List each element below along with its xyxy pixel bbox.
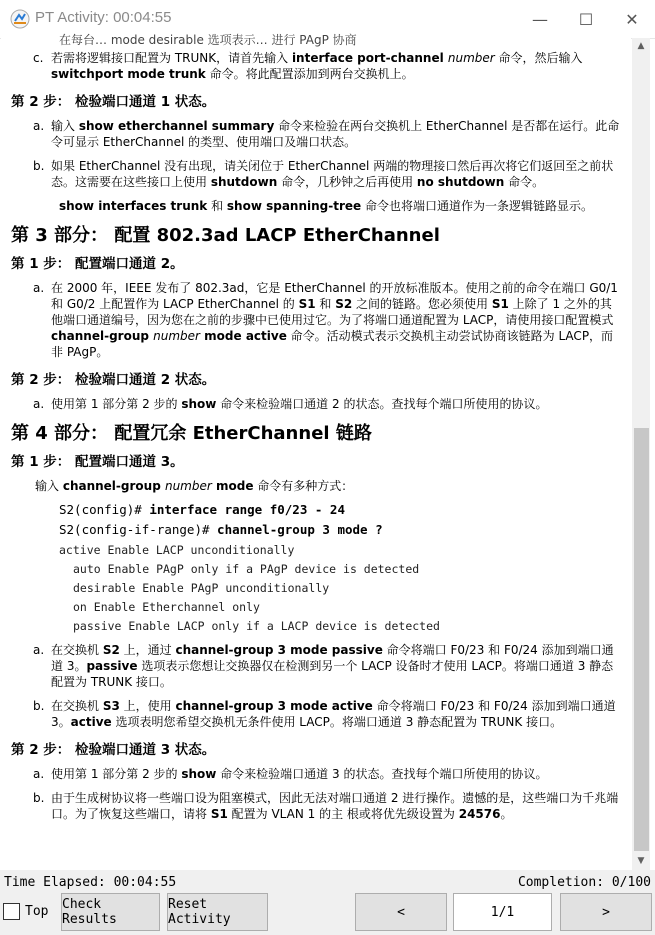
text-run: 上，使用 [119,699,176,713]
note-rich [59,199,593,213]
text-run: 命令将端口 F0/23 和 F0/24 添加到端口通道 3。 [51,643,614,673]
text-run: S2 [102,643,120,657]
time-elapsed: Time Elapsed: 00:04:55 [4,875,177,890]
text-run: 命令来检验端口通道 3 的状态。查找每个端口所使用的协议。 [216,767,548,781]
text-run: channel-group 3 mode active [175,699,373,713]
list-item-b [33,158,623,190]
text-run: S3 [102,699,120,713]
item-label: b. [33,699,45,713]
text-run: number [447,51,495,65]
list-item-a [33,280,623,360]
text-run: 由于生成树协议将一些端口设为阻塞模式，因此无法对端口通道 2 进行操作。遗憾的是，这些端口为千兆端口。为了恢复这些端口，请将 [51,791,619,821]
text-run: 选项表明您希望交换机无条件使用 LACP。将端口通道 3 静态配置为 TRUNK 接口。 [111,715,563,729]
text-run: no shutdown [416,175,505,189]
step-heading: 第 2 步： 检验端口通道 1 状态。 [11,94,216,110]
code-option: desirable Enable PAgP unconditionally [73,581,330,595]
text-run: 输入 [35,479,63,493]
list-item-a [33,118,623,150]
text-run: S1 [491,297,509,311]
code-prompt: S2(config)# [59,502,150,517]
top-checkbox-label: Top [25,904,49,919]
text-run: S1 [210,807,228,821]
item-text [51,159,613,189]
next-page-button[interactable]: > [560,893,652,931]
text-run: 输入 [51,119,79,133]
text-run: channel-group [51,329,154,343]
text-run: S2 [335,297,353,311]
window-title: PT Activity: 00:04:55 [35,9,172,26]
text-run: show spanning-tree [226,199,362,213]
step-heading: 第 2 步： 检验端口通道 2 状态。 [11,372,216,388]
previous-page-button[interactable]: < [355,893,447,931]
item-label: c. [33,51,44,65]
text-run: 。 [500,807,513,821]
list-item-b [33,698,623,730]
text-run: 配置为 VLAN 1 的主 根或将优先级设置为 [227,807,459,821]
item-text [51,51,583,81]
item-label: a. [33,281,45,295]
bottom-bar [0,870,655,935]
text-run: 在 2000 年，IEEE 发布了 802.3ad，它是 EtherChannel 的开放标准版本。使用之前的命令在端口 G0/1 和 G0/2 上配置作为 LACP EtherChannel 的 [51,281,618,311]
text-run: number [153,329,200,343]
text-run: 24576 [458,807,501,821]
maximize-icon: ☐ [578,9,594,29]
text-run: mode active [199,329,287,343]
list-item-a [33,396,623,412]
text-run: 命令也将端口通道作为一条逻辑链路显示。 [361,199,594,213]
text-run: 使用第 1 部分第 2 步的 [51,767,182,781]
item-label: a. [33,643,45,657]
list-item-c [33,50,623,82]
text-run: 命令有多种方式： [253,479,354,493]
text-run: show [181,767,217,781]
scroll-down-arrow-icon[interactable]: ▼ [637,856,645,866]
code-line [59,502,623,518]
text-run: passive [86,659,138,673]
item-text [51,119,619,149]
text-run: S1 [298,297,316,311]
text-run: 使用第 1 部分第 2 步的 [51,397,182,411]
text-run: 命令将端口 F0/23 和 F0/24 添加到端口通道 3。 [51,699,616,729]
text-run: 上，通过 [119,643,176,657]
step-heading: 第 1 步： 配置端口通道 2。 [11,256,184,272]
reset-activity-button[interactable]: Reset Activity [167,893,268,931]
item-label: a. [33,397,45,411]
item-label: b. [33,791,45,805]
code-command: channel-group 3 mode ? [217,522,383,537]
text-run: shutdown [210,175,278,189]
text-run: show etherchannel summary [78,119,275,133]
item-text [51,699,616,729]
text-run: 和 [315,297,336,311]
part-heading: 第 3 部分： 配置 802.3ad LACP EtherChannel [11,225,440,246]
packet-tracer-app-icon [10,9,30,29]
scrollbar-thumb[interactable] [634,428,649,851]
item-text [51,791,618,821]
code-line [59,522,623,538]
text-run: channel-group 3 mode passive [175,643,383,657]
text-run: show interfaces trunk [59,199,208,213]
item-text [51,397,547,411]
note-text [59,198,623,214]
close-icon: ✕ [625,9,639,29]
text-run: 命令，几秒钟之后再使用 [277,175,417,189]
text-run: 命令来检验端口通道 2 的状态。查找每个端口所使用的协议。 [216,397,548,411]
text-run: interface port-channel [291,51,448,65]
item-text [51,281,618,359]
text-run: 之间的链路。您必须使用 [352,297,492,311]
text-run: show [181,397,217,411]
text-run: 如果 EtherChannel 没有出现，请关闭位于 EtherChannel 两端的物理接口然后再次将它们返回至之前状态。这需要在这些接口上使用 [51,159,614,189]
instructions-document [11,34,623,822]
top-checkbox[interactable] [3,903,20,920]
item-text [51,643,614,689]
item-label: a. [33,767,45,781]
page-indicator: 1/1 [453,893,552,931]
text-run: 命令。活动模式表示交换机主动尝试协商该链路为 LACP，而非 PAgP。 [51,329,614,359]
check-results-button[interactable]: Check Results [61,893,160,931]
list-item-b [33,790,623,822]
minimize-icon: — [532,9,548,29]
text-run: 命令来检验在两台交换机上 EtherChannel 是否都在运行。此命令可显示 EtherChannel 的类型、使用端口及端口状态。 [51,119,620,149]
text-run: mode [211,479,254,493]
text-run: channel-group [62,479,165,493]
code-option: auto Enable PAgP only if a PAgP device is detected [73,562,420,576]
completion-status: Completion: 0/100 [517,875,651,890]
text-run: 命令。 [504,175,545,189]
text-run: number [164,479,212,493]
code-option: passive Enable LACP only if a LACP device is detected [73,619,440,633]
scroll-up-arrow-icon[interactable]: ▲ [637,41,645,51]
part-heading: 第 4 部分： 配置冗余 EtherChannel 链路 [11,423,372,444]
list-item-a [33,642,623,690]
step-heading: 第 1 步： 配置端口通道 3。 [11,454,184,470]
item-text [51,767,547,781]
code-option: active Enable LACP unconditionally [59,543,295,557]
text-run: switchport mode trunk [51,67,206,81]
code-option: on Enable Etherchannel only [73,600,260,614]
text-run: 若需将逻辑接口配置为 TRUNK，请首先输入 [51,51,292,65]
text-run: 命令，然后输入 [494,51,583,65]
text-run: 在交换机 [51,699,103,713]
code-command: interface range f0/23 - 24 [149,502,345,517]
text-run: 上除了 1 之外的其他端口通道编号，因为您在之前的步骤中已使用过它。为了将端口通道配置为 LACP，请使用接口配置模式 [51,297,614,327]
item-label: b. [33,159,45,173]
intro-text [35,478,623,494]
text-run: 和 [207,199,227,213]
step-heading: 第 2 步： 检验端口通道 3 状态。 [11,742,216,758]
cut-off-line: 在每台… mode desirable 选项表示… 进行 PAgP 协商 [59,33,357,47]
item-label: a. [33,119,45,133]
instructions-pane [1,33,631,870]
text-run: 命令。将此配置添加到两台交换机上。 [205,67,414,81]
list-item-a [33,766,623,782]
code-prompt: S2(config-if-range)# [59,522,218,537]
text-run: active [70,715,112,729]
text-run: 在交换机 [51,643,103,657]
text-run: 选项表示您想让交换器仅在检测到另一个 LACP 设备时才使用 LACP。将端口通道 3 静态配置为 TRUNK 接口。 [51,659,614,689]
intro-rich [35,479,353,493]
